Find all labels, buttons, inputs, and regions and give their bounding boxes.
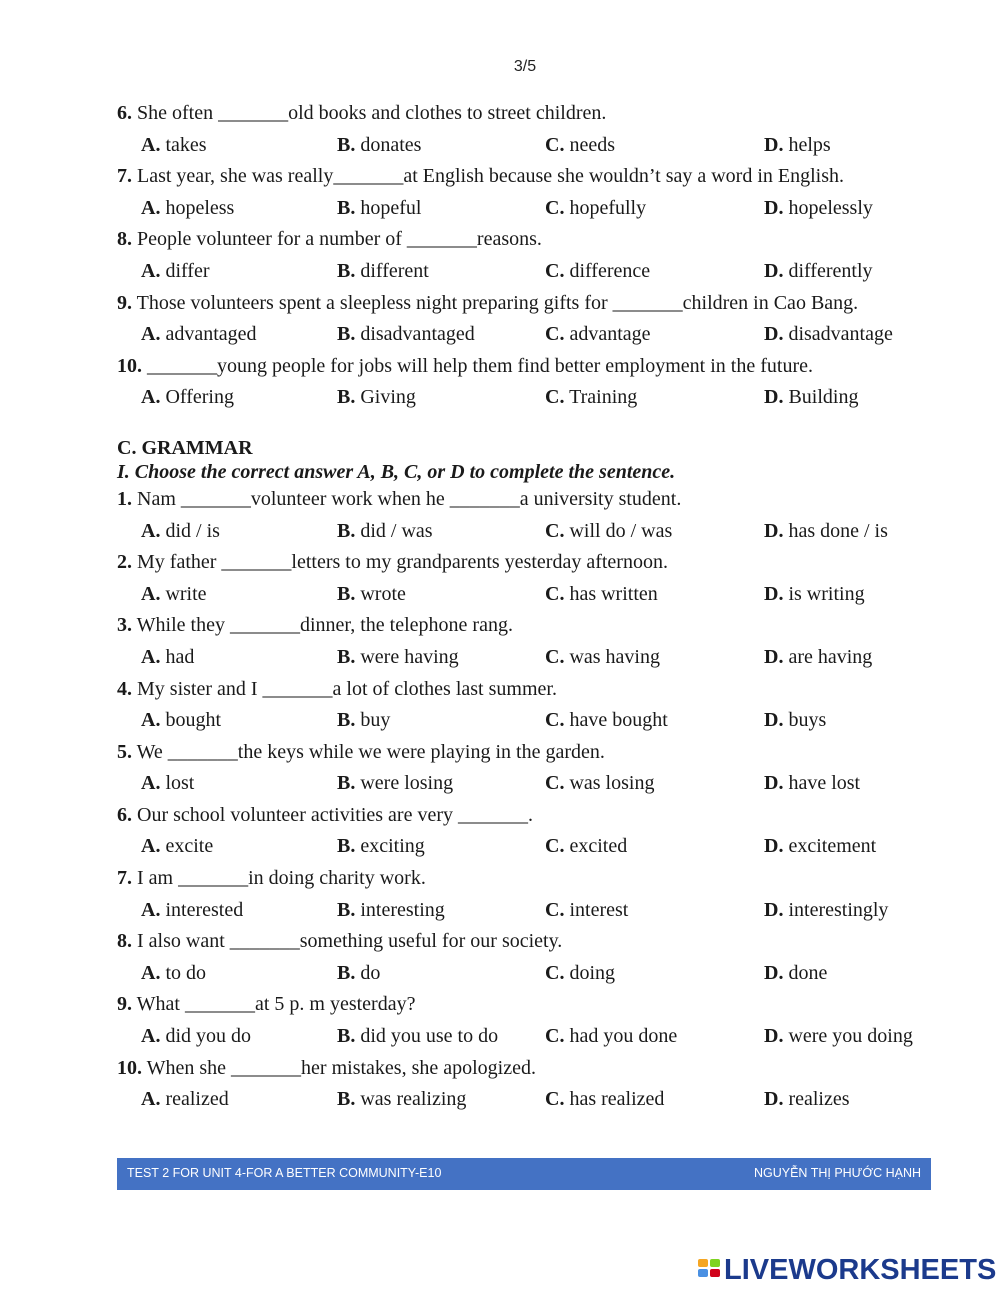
- option-text: done: [788, 961, 828, 984]
- option-text: was realizing: [360, 1088, 467, 1111]
- option-text: had you done: [569, 1025, 678, 1048]
- answer-option-a[interactable]: [141, 895, 243, 927]
- question-stem: [117, 288, 937, 320]
- option-text: Training: [569, 386, 638, 409]
- answer-option-b[interactable]: [337, 958, 380, 990]
- option-text: hopeless: [165, 196, 235, 219]
- question-stem: [117, 351, 937, 383]
- answer-option-b[interactable]: [337, 1021, 498, 1053]
- option-letter: A.: [141, 1088, 161, 1111]
- option-letter: D.: [764, 835, 784, 858]
- option-text: buys: [788, 709, 827, 732]
- vocabulary-question-list: [117, 98, 937, 414]
- answer-option-b[interactable]: [337, 130, 421, 162]
- option-text: advantaged: [165, 323, 257, 346]
- question-number: 6.: [117, 102, 132, 124]
- question-number: 6.: [117, 803, 132, 826]
- answer-option-b[interactable]: [337, 1084, 466, 1116]
- option-text: did / was: [360, 519, 433, 542]
- option-letter: B.: [337, 835, 356, 858]
- question-text: I am _______in doing charity work.: [137, 867, 426, 890]
- answer-option-a[interactable]: [141, 1084, 229, 1116]
- question-number: 4.: [117, 677, 132, 700]
- answer-option-a[interactable]: [141, 958, 206, 990]
- option-letter: C.: [545, 898, 565, 921]
- option-text: were having: [360, 645, 459, 668]
- answer-option-d[interactable]: [764, 130, 831, 162]
- option-letter: B.: [337, 519, 356, 542]
- option-letter: A.: [141, 961, 161, 984]
- question-stem: [117, 547, 937, 579]
- option-text: was losing: [569, 772, 655, 795]
- question-stem: [117, 224, 937, 256]
- option-text: differ: [165, 259, 210, 282]
- option-letter: A.: [141, 259, 161, 282]
- option-text: were you doing: [788, 1025, 913, 1048]
- answer-options: [117, 895, 937, 927]
- option-text: interest: [569, 898, 629, 921]
- answer-option-c[interactable]: [545, 256, 650, 288]
- answer-option-c[interactable]: [545, 895, 628, 927]
- option-letter: A.: [141, 645, 161, 668]
- option-text: exciting: [360, 835, 425, 858]
- option-text: needs: [569, 133, 615, 156]
- option-letter: D.: [764, 582, 784, 605]
- answer-option-d[interactable]: [764, 193, 873, 225]
- answer-option-d[interactable]: [764, 579, 865, 611]
- question-text: While they _______dinner, the telephone rang.: [136, 614, 513, 637]
- option-letter: B.: [337, 1088, 356, 1111]
- answer-options: [117, 642, 937, 674]
- answer-options: [117, 256, 937, 288]
- option-text: different: [360, 259, 429, 282]
- answer-options: [117, 193, 937, 225]
- question-number: 10.: [117, 354, 142, 377]
- question-stem: [117, 161, 937, 193]
- option-letter: A.: [141, 898, 161, 921]
- option-text: donates: [360, 133, 422, 156]
- grammar-question-list: [117, 484, 937, 1116]
- option-letter: B.: [337, 898, 356, 921]
- option-letter: C.: [545, 709, 565, 732]
- option-letter: A.: [141, 386, 161, 409]
- answer-option-c[interactable]: [545, 516, 672, 548]
- answer-option-d[interactable]: [764, 958, 827, 990]
- answer-option-c[interactable]: [545, 642, 660, 674]
- option-text: is writing: [788, 582, 865, 605]
- answer-option-c[interactable]: [545, 705, 668, 737]
- question-text: What _______at 5 p. m yesterday?: [136, 993, 416, 1016]
- option-letter: B.: [337, 259, 356, 282]
- option-letter: A.: [141, 196, 161, 219]
- option-text: interested: [165, 898, 244, 921]
- option-text: excited: [569, 835, 628, 858]
- option-letter: B.: [337, 196, 356, 219]
- option-letter: C.: [545, 323, 565, 346]
- answer-options: [117, 130, 937, 162]
- question-text: My father _______letters to my grandparents yesterday afternoon.: [137, 551, 668, 574]
- answer-options: [117, 958, 937, 990]
- option-text: disadvantaged: [360, 323, 475, 346]
- option-letter: D.: [764, 709, 784, 732]
- option-letter: D.: [764, 961, 784, 984]
- question-text: _______young people for jobs will help them find better employment in the future.: [147, 354, 813, 377]
- question-number: 8.: [117, 228, 132, 251]
- option-text: did you do: [165, 1025, 252, 1048]
- answer-option-b[interactable]: [337, 642, 459, 674]
- section-title: C. GRAMMAR: [117, 436, 253, 459]
- answer-option-b[interactable]: [337, 256, 429, 288]
- answer-option-a[interactable]: [141, 319, 257, 351]
- answer-options: [117, 516, 937, 548]
- option-letter: B.: [337, 709, 356, 732]
- option-letter: C.: [545, 519, 565, 542]
- option-letter: A.: [141, 835, 161, 858]
- question-stem: [117, 610, 937, 642]
- answer-option-c[interactable]: [545, 130, 615, 162]
- question-stem: [117, 926, 937, 958]
- option-letter: D.: [764, 133, 784, 156]
- option-text: lost: [165, 772, 195, 795]
- option-letter: D.: [764, 386, 784, 409]
- option-text: did / is: [165, 519, 220, 542]
- question-text: My sister and I _______a lot of clothes last summer.: [137, 677, 557, 700]
- option-text: are having: [788, 645, 873, 668]
- answer-option-d[interactable]: [764, 768, 860, 800]
- option-text: will do / was: [569, 519, 673, 542]
- option-text: have lost: [788, 772, 861, 795]
- liveworksheets-logo-icon: [698, 1257, 722, 1285]
- question-number: 3.: [117, 614, 132, 637]
- option-letter: A.: [141, 133, 161, 156]
- answer-options: [117, 319, 937, 351]
- question-text: People volunteer for a number of _______reasons.: [137, 228, 542, 251]
- question-text: I also want _______something useful for our society.: [137, 930, 563, 953]
- option-letter: C.: [545, 582, 565, 605]
- question-number: 8.: [117, 930, 132, 953]
- liveworksheets-logo: [698, 1252, 996, 1288]
- question-text: She often _______old books and clothes to street children.: [137, 102, 607, 124]
- option-letter: A.: [141, 709, 161, 732]
- option-text: advantage: [569, 323, 651, 346]
- option-text: realized: [165, 1088, 229, 1111]
- option-letter: C.: [545, 1025, 565, 1048]
- answer-option-a[interactable]: [141, 831, 213, 863]
- option-text: hopeful: [360, 196, 422, 219]
- option-text: interestingly: [788, 898, 889, 921]
- option-text: to do: [165, 961, 207, 984]
- option-text: differently: [788, 259, 873, 282]
- question-number: 2.: [117, 551, 132, 574]
- option-text: bought: [165, 709, 222, 732]
- option-letter: D.: [764, 772, 784, 795]
- page-footer: [117, 1158, 931, 1190]
- question-number: 5.: [117, 740, 132, 763]
- section-instruction: I. Choose the correct answer A, B, C, or D to complete the sentence.: [117, 460, 676, 483]
- answer-option-b[interactable]: [337, 579, 406, 611]
- option-text: was having: [569, 645, 660, 668]
- option-letter: D.: [764, 323, 784, 346]
- option-text: has done / is: [788, 519, 888, 542]
- answer-options: [117, 1021, 937, 1053]
- worksheet-content: [117, 98, 937, 1116]
- question-number: 7.: [117, 867, 132, 890]
- option-letter: C.: [545, 645, 565, 668]
- option-letter: A.: [141, 323, 161, 346]
- option-letter: D.: [764, 1088, 784, 1111]
- answer-option-b[interactable]: [337, 516, 433, 548]
- answer-option-b[interactable]: [337, 831, 425, 863]
- answer-option-a[interactable]: [141, 382, 234, 414]
- answer-option-b[interactable]: [337, 895, 445, 927]
- option-text: hopefully: [569, 196, 647, 219]
- answer-option-c[interactable]: [545, 319, 651, 351]
- answer-options: [117, 579, 937, 611]
- option-letter: D.: [764, 196, 784, 219]
- answer-option-a[interactable]: [141, 579, 207, 611]
- footer-author: NGUYỄN THỊ PHƯỚC HẠNH: [753, 1166, 921, 1180]
- question-number: 1.: [117, 487, 132, 510]
- option-text: hopelessly: [788, 196, 873, 219]
- answer-options: [117, 1084, 937, 1116]
- answer-option-d[interactable]: [764, 382, 858, 414]
- page-number: 3/5: [513, 58, 537, 75]
- answer-option-d[interactable]: [764, 705, 826, 737]
- footer-test-title: TEST 2 FOR UNIT 4-FOR A BETTER COMMUNITY-E10: [127, 1166, 442, 1180]
- option-text: wrote: [360, 582, 406, 605]
- answer-option-a[interactable]: [141, 130, 207, 162]
- option-text: do: [360, 961, 381, 984]
- question-text: Last year, she was really_______at English because she wouldn’t say a word in English.: [137, 165, 845, 188]
- option-text: Building: [788, 386, 859, 409]
- answer-options: [117, 382, 937, 414]
- option-letter: B.: [337, 133, 356, 156]
- option-letter: B.: [337, 772, 356, 795]
- answer-option-d[interactable]: [764, 831, 876, 863]
- question-stem: [117, 98, 937, 130]
- option-letter: C.: [545, 1088, 565, 1111]
- section-gap: [117, 414, 937, 436]
- answer-option-a[interactable]: [141, 193, 234, 225]
- option-letter: D.: [764, 898, 784, 921]
- option-text: excitement: [788, 835, 877, 858]
- option-text: has realized: [569, 1088, 665, 1111]
- option-letter: B.: [337, 1025, 356, 1048]
- question-number: 7.: [117, 165, 132, 188]
- option-letter: C.: [545, 961, 565, 984]
- option-text: buy: [360, 709, 391, 732]
- option-letter: D.: [764, 259, 784, 282]
- option-letter: B.: [337, 582, 356, 605]
- option-letter: C.: [545, 772, 565, 795]
- answer-option-c[interactable]: [545, 831, 627, 863]
- answer-option-c[interactable]: [545, 193, 646, 225]
- option-text: excite: [165, 835, 214, 858]
- question-stem: [117, 989, 937, 1021]
- option-letter: D.: [764, 1025, 784, 1048]
- answer-option-a[interactable]: [141, 768, 194, 800]
- option-text: had: [165, 645, 195, 668]
- option-letter: C.: [545, 196, 565, 219]
- option-text: difference: [569, 259, 651, 282]
- answer-option-d[interactable]: [764, 1084, 850, 1116]
- answer-option-d[interactable]: [764, 319, 893, 351]
- option-text: were losing: [360, 772, 454, 795]
- answer-option-c[interactable]: [545, 958, 615, 990]
- option-text: have bought: [569, 709, 668, 732]
- option-letter: D.: [764, 645, 784, 668]
- option-text: doing: [569, 961, 616, 984]
- question-number: 9.: [117, 993, 132, 1016]
- answer-option-a[interactable]: [141, 256, 210, 288]
- question-stem: [117, 674, 937, 706]
- option-letter: A.: [141, 1025, 161, 1048]
- option-letter: B.: [337, 961, 356, 984]
- answer-option-b[interactable]: [337, 705, 390, 737]
- option-letter: B.: [337, 645, 356, 668]
- option-text: realizes: [788, 1088, 850, 1111]
- option-text: disadvantage: [788, 323, 893, 346]
- option-letter: A.: [141, 582, 161, 605]
- question-stem: [117, 863, 937, 895]
- option-letter: C.: [545, 835, 565, 858]
- option-text: Offering: [165, 386, 234, 409]
- answer-option-a[interactable]: [141, 516, 220, 548]
- answer-option-c[interactable]: [545, 579, 658, 611]
- option-text: write: [165, 582, 207, 605]
- question-stem: [117, 484, 937, 516]
- answer-option-a[interactable]: [141, 642, 194, 674]
- liveworksheets-logo-text: LIVEWORKSHEETS: [724, 1254, 997, 1286]
- answer-options: [117, 705, 937, 737]
- option-text: did you use to do: [360, 1025, 499, 1048]
- option-letter: C.: [545, 133, 565, 156]
- option-letter: B.: [337, 386, 356, 409]
- question-number: 9.: [117, 291, 132, 314]
- question-number: 10.: [117, 1056, 142, 1079]
- option-letter: D.: [764, 519, 784, 542]
- question-text: We _______the keys while we were playing in the garden.: [136, 740, 605, 763]
- answer-options: [117, 768, 937, 800]
- option-text: interesting: [360, 898, 445, 921]
- answer-option-d[interactable]: [764, 256, 873, 288]
- answer-option-a[interactable]: [141, 1021, 251, 1053]
- question-stem: [117, 800, 937, 832]
- question-text: Our school volunteer activities are very _______.: [137, 803, 533, 826]
- option-text: helps: [788, 133, 831, 156]
- option-letter: B.: [337, 323, 356, 346]
- answer-option-b[interactable]: [337, 768, 453, 800]
- question-stem: [117, 737, 937, 769]
- answer-option-b[interactable]: [337, 319, 475, 351]
- answer-options: [117, 831, 937, 863]
- answer-option-b[interactable]: [337, 193, 421, 225]
- answer-option-c[interactable]: [545, 1084, 664, 1116]
- question-text: Those volunteers spent a sleepless night preparing gifts for _______children in Cao Bang.: [136, 291, 859, 314]
- answer-option-d[interactable]: [764, 516, 888, 548]
- answer-option-c[interactable]: [545, 1021, 677, 1053]
- question-stem: [117, 1053, 937, 1085]
- question-text: Nam _______volunteer work when he _______a university student.: [137, 487, 682, 510]
- option-letter: C.: [545, 259, 565, 282]
- answer-option-a[interactable]: [141, 705, 221, 737]
- answer-option-d[interactable]: [764, 642, 872, 674]
- option-text: has written: [569, 582, 658, 605]
- option-letter: A.: [141, 772, 161, 795]
- answer-option-c[interactable]: [545, 768, 654, 800]
- answer-option-d[interactable]: [764, 1021, 913, 1053]
- answer-option-b[interactable]: [337, 382, 416, 414]
- option-letter: C.: [545, 386, 565, 409]
- question-text: When she _______her mistakes, she apologized.: [146, 1056, 536, 1079]
- option-letter: A.: [141, 519, 161, 542]
- answer-option-d[interactable]: [764, 895, 888, 927]
- option-text: takes: [165, 133, 207, 156]
- answer-option-c[interactable]: [545, 382, 637, 414]
- option-text: Giving: [360, 386, 416, 409]
